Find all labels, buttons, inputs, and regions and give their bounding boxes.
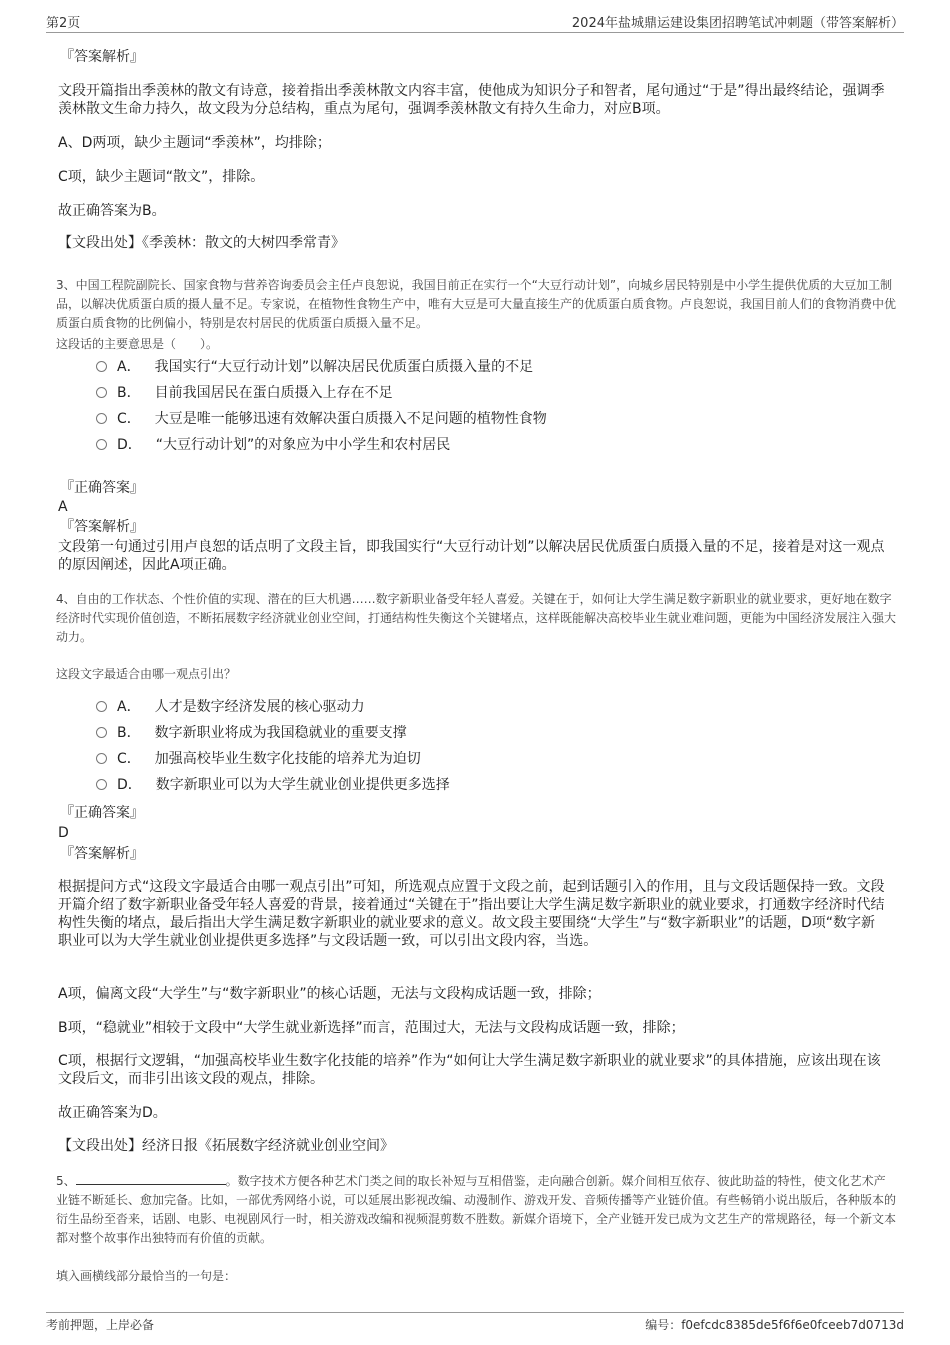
page-header	[46, 12, 904, 33]
q4-analysis-label: 『答案解析』	[60, 846, 144, 862]
q3-answer-label: 『正确答案』	[60, 480, 144, 496]
q3-analysis-label: 『答案解析』	[60, 519, 144, 535]
q4-question: 这段文字最适合由哪一观点引出？	[56, 667, 237, 681]
page-number: 第2页	[46, 16, 81, 31]
q3-option-a[interactable]: A． 我国实行“大豆行动计划”以解决居民优质蛋白质摄入量的不足	[96, 357, 533, 377]
q2-option-ad-note: A、D两项，缺少主题词“季羡林”，均排除；	[58, 135, 331, 151]
q2-conclusion: 故正确答案为B。	[58, 203, 166, 219]
q5-stem	[56, 1172, 896, 1248]
q3-question: 这段话的主要意思是（ ）。	[56, 337, 219, 351]
radio-icon[interactable]	[96, 387, 107, 398]
q4-option-c[interactable]: C． 加强高校毕业生数字化技能的培养尤为迫切	[96, 749, 421, 769]
q4-analysis-paragraph: 根据提问方式“这段文字最适合由哪一观点引出”可知，所选观点应置于文段之前，起到话题引入的作用，且与文段话题保持一致。文段开篇介绍了数字新职业备受年轻人喜爱的背景，接着通过“关键在于”指出要让大学生满足数字新职业的就业要求，打通数字经济时代结构性失衡的堵点，最后指出大学生满足数字新职业的就业要求的意义。故文段主要围绕“大学生”与“数字新职业”的话题，D项“数字新职业可以为大学生就业创业提供更多选择”与文段话题一致，可以引出文段内容，当选。	[58, 879, 885, 949]
q4-answer: D	[58, 825, 69, 841]
radio-icon[interactable]	[96, 753, 107, 764]
fill-in-blank	[76, 1172, 226, 1185]
q4-option-b[interactable]: B． 数字新职业将成为我国稳就业的重要支撑	[96, 723, 407, 743]
radio-icon[interactable]	[96, 701, 107, 712]
q5-number: 5、	[56, 1174, 76, 1188]
q2-analysis-label: 『答案解析』	[60, 49, 144, 65]
q2-analysis-paragraph: 文段开篇指出季羡林的散文有诗意，接着指出季羡林散文内容丰富，使他成为知识分子和智者，尾句通过“于是”得出最终结论，强调季羡林散文生命力持久，故文段为分总结构，重点为尾句，强调季羡林散文有持久生命力，对应B项。	[58, 83, 885, 117]
footer-serial: 编号：f0efcdc8385de5f6f6e0fceeb7d0713d	[645, 1318, 904, 1332]
q2-option-c-note: C项，缺少主题词“散文”，排除。	[58, 169, 265, 185]
q2-source: 【文段出处】《季羡林：散文的大树四季常青》	[58, 235, 345, 251]
q4-source: 【文段出处】经济日报《拓展数字经济就业创业空间》	[58, 1138, 394, 1154]
radio-icon[interactable]	[96, 439, 107, 450]
q3-option-b[interactable]: B． 目前我国居民在蛋白质摄入上存在不足	[96, 383, 393, 403]
page-footer	[46, 1312, 904, 1337]
q3-option-c[interactable]: C． 大豆是唯一能够迅速有效解决蛋白质摄入不足问题的植物性食物	[96, 409, 547, 429]
q4-stem: 4、自由的工作状态、个性价值的实现、潜在的巨大机遇……数字新职业备受年轻人喜爱。关键在于，如何让大学生满足数字新职业的就业要求，更好地在数字经济时代实现价值创造，不断拓展数字经济就业创业空间，打通结构性失衡这个关键堵点，这样既能解决高校毕业生就业难问题，更能为中国经济发展注入强大动力。	[56, 592, 897, 644]
q4-option-b-note: B项，“稳就业”相较于文段中“大学生就业新选择”而言，范围过大，无法与文段构成话题一致，排除；	[58, 1020, 685, 1036]
q3-option-d[interactable]: D． “大豆行动计划”的对象应为中小学生和农村居民	[96, 435, 450, 455]
q4-answer-label: 『正确答案』	[60, 805, 144, 821]
q4-option-c-note: C项，根据行文逻辑，“加强高校毕业生数字化技能的培养”作为“如何让大学生满足数字新职业的就业要求”的具体措施，应该出现在该文段后文，而非引出该文段的观点，排除。	[58, 1053, 881, 1087]
q4-option-d[interactable]: D． 数字新职业可以为大学生就业创业提供更多选择	[96, 775, 450, 795]
footer-slogan: 考前押题，上岸必备	[46, 1318, 155, 1332]
radio-icon[interactable]	[96, 727, 107, 738]
q5-question: 填入画横线部分最恰当的一句是：	[56, 1269, 237, 1283]
q4-option-a[interactable]: A． 人才是数字经济发展的核心驱动力	[96, 697, 365, 717]
q3-stem: 3、中国工程院副院长、国家食物与营养咨询委员会主任卢良恕说，我国目前正在实行一个“大豆行动计划”，向城乡居民特别是中小学生提供优质的大豆加工制品，以解决优质蛋白质的摄人量不足。专家说，在植物性食物生产中，唯有大豆是可大量直接生产的优质蛋白质食物。卢良恕说，我国目前人们的食物消费中优质蛋白质食物的比例偏小，特别是农村居民的优质蛋白质摄入量不足。	[56, 278, 897, 330]
q3-answer: A	[58, 499, 68, 515]
q4-option-a-note: A项，偏离文段“大学生”与“数字新职业”的核心话题，无法与文段构成话题一致，排除；	[58, 986, 601, 1002]
q5-stem-text: 。数字技术方便各种艺术门类之间的取长补短与互相借鉴，走向融合创新。媒介间相互依存、彼此助益的特性，使文化艺术产业链不断延长、愈加完备。比如，一部优秀网络小说，可以延展出影视改编、动漫制作、游戏开发、音频传播等产业链价值。有些畅销小说出版后，各种版本的衍生品纷至沓来，话剧、电影、电视剧风行一时，相关游戏改编和视频混剪数不胜数。新媒介语境下，全产业链开发已成为文艺生产的常规路径，每一个新文本都对整个故事作出独特而有价值的贡献。	[56, 1174, 897, 1245]
radio-icon[interactable]	[96, 413, 107, 424]
radio-icon[interactable]	[96, 361, 107, 372]
radio-icon[interactable]	[96, 779, 107, 790]
q4-conclusion: 故正确答案为D。	[58, 1105, 167, 1121]
document-title: 2024年盐城鼎运建设集团招聘笔试冲刺题（带答案解析）	[571, 16, 904, 31]
q3-analysis: 文段第一句通过引用卢良恕的话点明了文段主旨，即我国实行“大豆行动计划”以解决居民优质蛋白质摄入量的不足，接着是对这一观点的原因阐述，因此A项正确。	[58, 539, 885, 573]
